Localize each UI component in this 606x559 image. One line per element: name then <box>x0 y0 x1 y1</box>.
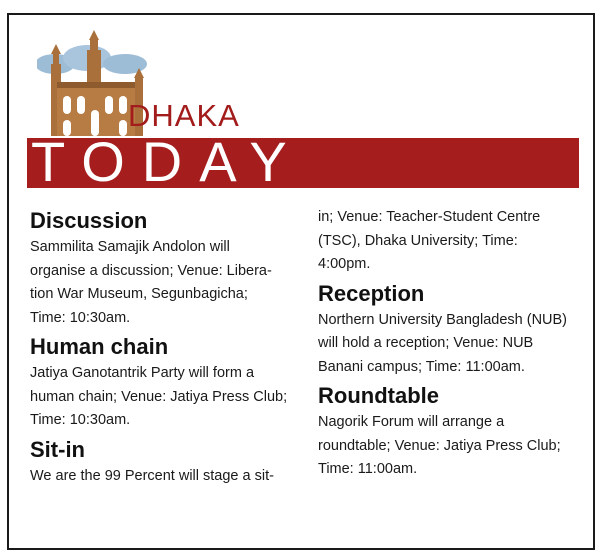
item-body: Jatiya Ganotantrik Party will form a human chain; Venue: Jatiya Press Club; Time: 10:30am. <box>30 365 288 428</box>
item-heading: Human chain <box>30 334 169 359</box>
human-chain-item <box>30 332 298 433</box>
sit-in-continued <box>318 206 586 277</box>
item-body: Northern University Bangladesh (NUB) will hold a reception; Venue: NUB Banani campus; Time: 11:00am. <box>318 311 568 375</box>
item-heading: Sit-in <box>30 436 85 462</box>
item-body: We are the 99 Percent will stage a sit- <box>30 467 274 484</box>
sit-in-item <box>30 435 298 489</box>
left-column <box>30 206 298 490</box>
header-city: DHAKA <box>128 98 240 133</box>
roundtable-item <box>318 381 586 482</box>
item-body: Nagorik Forum will arrange a roundtable; Venue: Jatiya Press Club; Time: 11:00am. <box>318 414 561 477</box>
reception-item <box>318 279 586 380</box>
header-title: TODAY <box>31 130 304 193</box>
item-heading: Roundtable <box>318 383 439 408</box>
item-heading: Discussion <box>30 208 148 233</box>
right-column <box>318 206 586 484</box>
item-body: Sammilita Samajik Andolon will organise a discussion; Venue: Libera- tion War Museum, Segunbagicha; Time: 10:30am. <box>30 239 272 326</box>
item-body: in; Venue: Teacher-Student Centre (TSC), Dhaka University; Time: 4:00pm. <box>318 209 541 272</box>
item-heading: Reception <box>318 280 425 306</box>
discussion-item <box>30 206 298 330</box>
